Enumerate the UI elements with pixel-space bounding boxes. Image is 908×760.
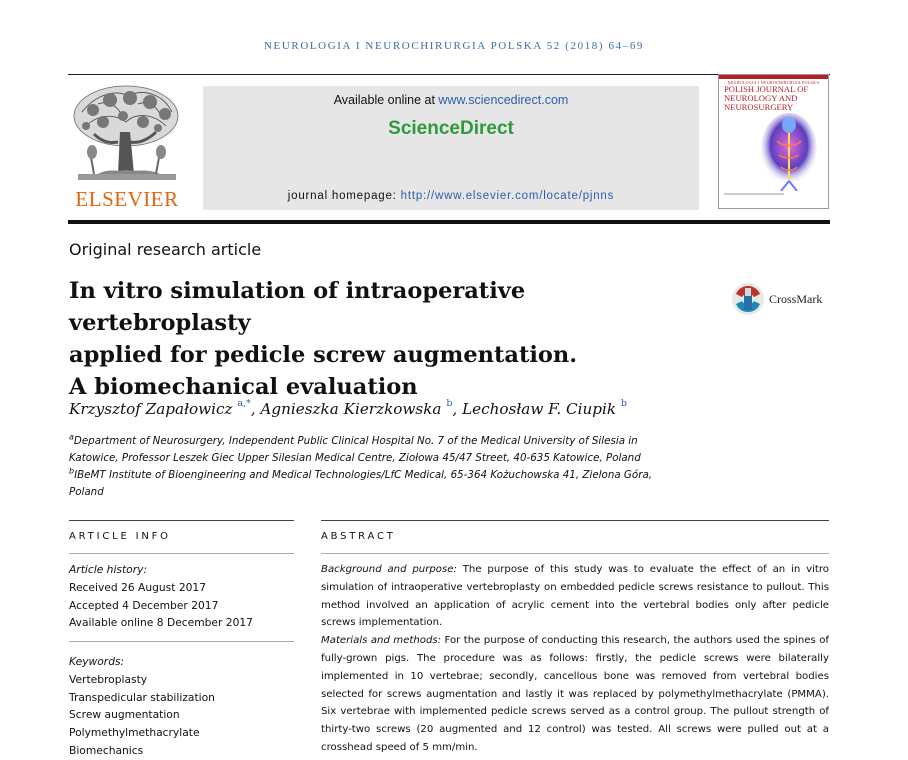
methods-label: Materials and methods: [321,635,442,647]
elsevier-wordmark: ELSEVIER [75,187,179,211]
abstract-methods-paragraph [321,632,829,757]
author-affiliation-marker[interactable]: b [620,397,627,409]
homepage-prefix: journal homepage: [287,190,401,202]
author-name[interactable]: Agnieszka Kierzkowska [260,400,442,418]
sciencedirect-link[interactable]: www.sciencedirect.com [438,93,569,107]
header-rule [68,74,830,75]
background-text: The purpose of this study was to evaluate the effect of an in vitro simulation of intraoperative vertebroplasty on embedded pedicle screws resistance to pullout. This method involved an application of acrylic cement into the vertebral bodies only after pedicle screws implementation. [321,564,830,629]
spine-figure-icon [759,111,819,191]
article-info-rule [69,520,294,521]
abstract-rule [321,520,829,521]
keyword-item[interactable]: Biomechanics [69,743,144,757]
header-thick-rule [68,220,830,224]
running-head: NEUROLOGIA I NEUROCHIRURGIA POLSKA 52 (2018) 64–69 [263,40,645,52]
affiliation-line: IBeMT Institute of Bioengineering and Medical Technologies/LfC Medical, 65-364 Kożuchowska 41, Zielona Góra, [74,469,653,481]
title-line: In vitro simulation of intraoperative vertebroplasty [69,278,526,336]
journal-header-box [203,86,699,210]
article-info-subrule [69,553,294,554]
article-info-heading: ARTICLE INFO [69,531,171,542]
journal-homepage-link[interactable]: http://www.elsevier.com/locate/pjnns [400,190,615,202]
abstract-subrule [321,553,829,554]
title-line: applied for pedicle screw augmentation. [69,342,578,368]
abstract-body [321,561,829,757]
author-name[interactable]: Lechosław F. Ciupik [462,400,617,418]
affiliation-line: Katowice, Professor Leszek Giec Upper Silesian Medical Centre, Ziołowa 45/47 Street, 40-635 Katowice, Poland [69,452,641,464]
affiliation-b [69,467,709,484]
history-label: Article history: [69,563,148,576]
keyword-item[interactable]: Vertebroplasty [69,672,148,686]
affiliation-marker: a [69,432,74,442]
author-list [69,397,627,418]
available-date: Available online 8 December 2017 [69,616,253,630]
affiliations [69,433,709,501]
author-separator: , [250,400,261,418]
abstract-heading: ABSTRACT [321,531,396,542]
abstract-background-paragraph [321,561,829,632]
keyword-item[interactable]: Screw augmentation [69,708,180,722]
article-history [69,561,253,632]
affiliation-line: Poland [69,486,104,498]
journal-homepage-line [203,190,699,202]
journal-cover[interactable] [718,74,829,209]
available-prefix: Available online at [333,93,439,107]
elsevier-tree-icon [68,82,186,190]
article-type: Original research article [69,240,262,259]
author-affiliation-marker[interactable]: b [446,397,453,409]
background-label: Background and purpose: [321,564,457,575]
available-online-line [203,93,699,107]
cover-tiny-header: NEUROLOGIA I NEUROCHIRURGIA POLSKA [727,80,820,85]
crossmark-label: CrossMark [769,292,823,306]
cover-footer-line [724,193,784,195]
crossmark-icon [730,280,766,318]
keyword-item[interactable]: Polymethylmethacrylate [69,726,200,740]
keywords [69,653,215,760]
accepted-date: Accepted 4 December 2017 [69,598,219,612]
author-separator: , [452,400,463,418]
keywords-rule [69,641,294,642]
article-title [69,275,709,403]
keyword-item[interactable]: Transpedicular stabilization [69,690,215,704]
cover-journal-title: POLISH JOURNAL OF NEUROLOGY AND NEUROSURGERY [724,84,809,112]
affiliation-a [69,433,709,450]
author-affiliation-marker[interactable]: a,* [237,397,251,409]
crossmark-badge[interactable] [730,280,830,318]
affiliation-marker: b [69,466,75,476]
received-date: Received 26 August 2017 [69,580,207,594]
keywords-label: Keywords: [69,655,125,668]
affiliation-line: Department of Neurosurgery, Independent Public Clinical Hospital No. 7 of the Medical University of Silesia in [73,435,638,447]
author-name[interactable]: Krzysztof Zapałowicz [69,400,233,418]
methods-text: For the purpose of conducting this research, the authors used the spines of fully-grown pigs. The procedure was as follows: firstly, the pedicle screws were bilaterally implemented in 10 vertebrae; secondly, cancellous bone was removed from vertebral bodies selected for screws augmentation and lastly it was replaced by polymethylmethacrylate (PMMA). Six vertebrae with implemented pedicle screws served as a control group. The pullout strength of thirty-two screws (20 augmented and 12 control) was tested. All screws were pulled out at a crosshead speed of 5 mm/min. [321,635,829,753]
sciencedirect-logo[interactable]: ScienceDirect [388,118,514,139]
title-line: A biomechanical evaluation [69,374,418,400]
cover-top-band [719,75,828,79]
elsevier-logo[interactable] [68,82,186,212]
